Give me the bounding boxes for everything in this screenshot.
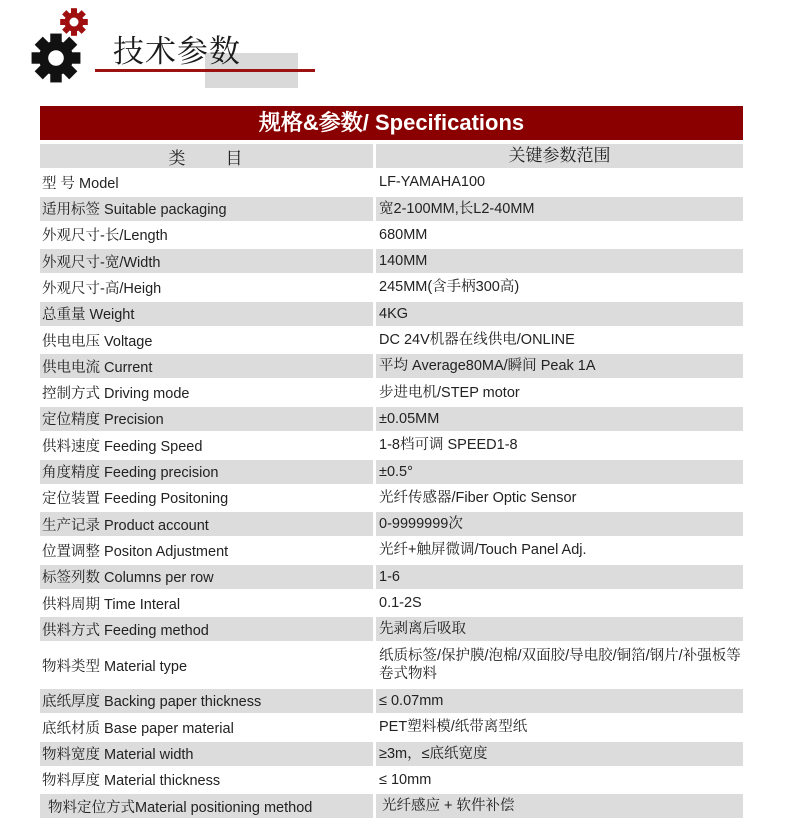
row-label: 生产记录 Product account [40, 512, 373, 536]
row-label: 角度精度 Feeding precision [40, 460, 373, 484]
row-label: 定位精度 Precision [40, 407, 373, 431]
row-value: 先剥离后吸取 [376, 617, 743, 641]
table-row [40, 354, 743, 378]
table-row [40, 689, 743, 713]
title-underline [95, 69, 315, 72]
row-value: DC 24V机器在线供电/ONLINE [379, 332, 575, 349]
row-label: 总重量 Weight [40, 302, 373, 326]
row-label: 供料方式 Feeding method [40, 617, 373, 641]
row-label: 物料类型 Material type [42, 658, 188, 675]
table-row [40, 591, 743, 615]
row-label: 位置调整 Positon Adjustment [42, 543, 229, 560]
gear-icon [30, 32, 82, 84]
row-value: PET塑料模/纸带离型纸 [379, 719, 528, 736]
row-value: 1-8档可调 SPEED1-8 [379, 437, 518, 454]
row-label: 底纸厚度 Backing paper thickness [40, 689, 373, 713]
table-row [40, 381, 743, 405]
row-label: 供电电流 Current [40, 354, 373, 378]
section-header [0, 0, 790, 100]
row-label: 外观尺寸-长/Length [42, 228, 168, 245]
table-row [40, 433, 743, 457]
row-label: 标签列数 Columns per row [40, 565, 373, 589]
row-label: 适用标签 Suitable packaging [40, 197, 373, 221]
page-title: 技术参数 [113, 34, 241, 69]
row-value: 680MM [379, 226, 428, 243]
row-value: ±0.5° [376, 460, 743, 484]
spec-table [40, 106, 743, 820]
table-header-row [40, 144, 743, 168]
table-row [40, 565, 743, 589]
row-value: ±0.05MM [376, 407, 743, 431]
row-value: 140MM [376, 249, 743, 273]
row-label: 型 号 Model [42, 175, 119, 192]
row-value: 光纤感应 + 软件补偿 [376, 794, 743, 818]
row-label: 物料定位方式Material positioning method [40, 794, 373, 818]
row-value: ≤ 0.07mm [376, 689, 743, 713]
row-value: 0.1-2S [379, 595, 422, 612]
row-value: ≤ 10mm [379, 771, 432, 788]
row-label: 物料厚度 Material thickness [42, 773, 221, 790]
table-row [40, 197, 743, 221]
row-label: 定位装置 Feeding Positoning [42, 491, 229, 508]
table-row [40, 644, 743, 687]
row-value: 245MM(含手柄300高) [379, 279, 520, 296]
row-label: 外观尺寸-宽/Width [40, 249, 373, 273]
table-row [40, 742, 743, 766]
row-value: 光纤+触屏微调/Touch Panel Adj. [379, 542, 587, 559]
table-row [40, 170, 743, 194]
row-value: 4KG [376, 302, 743, 326]
table-row [40, 768, 743, 792]
row-value: 步进电机/STEP motor [379, 384, 520, 401]
column-header-item: 类 目 [40, 144, 373, 168]
table-row [40, 328, 743, 352]
row-label: 供电电压 Voltage [42, 333, 153, 350]
row-label: 外观尺寸-高/Heigh [42, 280, 162, 297]
table-row [40, 275, 743, 299]
table-row [40, 223, 743, 247]
table-row [40, 617, 743, 641]
row-value: 宽2-100MM,长L2-40MM [376, 197, 743, 221]
row-value: ≥3m，≤底纸宽度 [376, 742, 743, 766]
row-label: 物料宽度 Material width [40, 742, 373, 766]
row-label: 控制方式 Driving mode [42, 386, 190, 403]
row-label: 供料速度 Feeding Speed [42, 438, 203, 455]
row-value: 平均 Average80MA/瞬间 Peak 1A [376, 354, 743, 378]
table-row [40, 512, 743, 536]
row-value: 纸质标签/保护膜/泡棉/双面胶/导电胶/铜箔/钢片/补强板等卷式物料 [379, 648, 741, 683]
row-value: 光纤传感器/Fiber Optic Sensor [379, 489, 577, 506]
table-row [40, 486, 743, 510]
table-banner: 规格&参数/ Specifications [40, 106, 743, 140]
row-value: LF-YAMAHA100 [379, 174, 486, 191]
table-row [40, 407, 743, 431]
table-row [40, 538, 743, 562]
table-row [40, 460, 743, 484]
row-value: 0-9999999次 [376, 512, 743, 536]
table-row [40, 302, 743, 326]
table-row [40, 249, 743, 273]
table-row [40, 794, 743, 818]
table-row [40, 715, 743, 739]
row-label: 供料周期 Time Interal [42, 596, 181, 613]
row-label: 底纸材质 Base paper material [42, 720, 234, 737]
row-value: 1-6 [376, 565, 743, 589]
column-header-value: 关键参数范围 [376, 144, 743, 168]
